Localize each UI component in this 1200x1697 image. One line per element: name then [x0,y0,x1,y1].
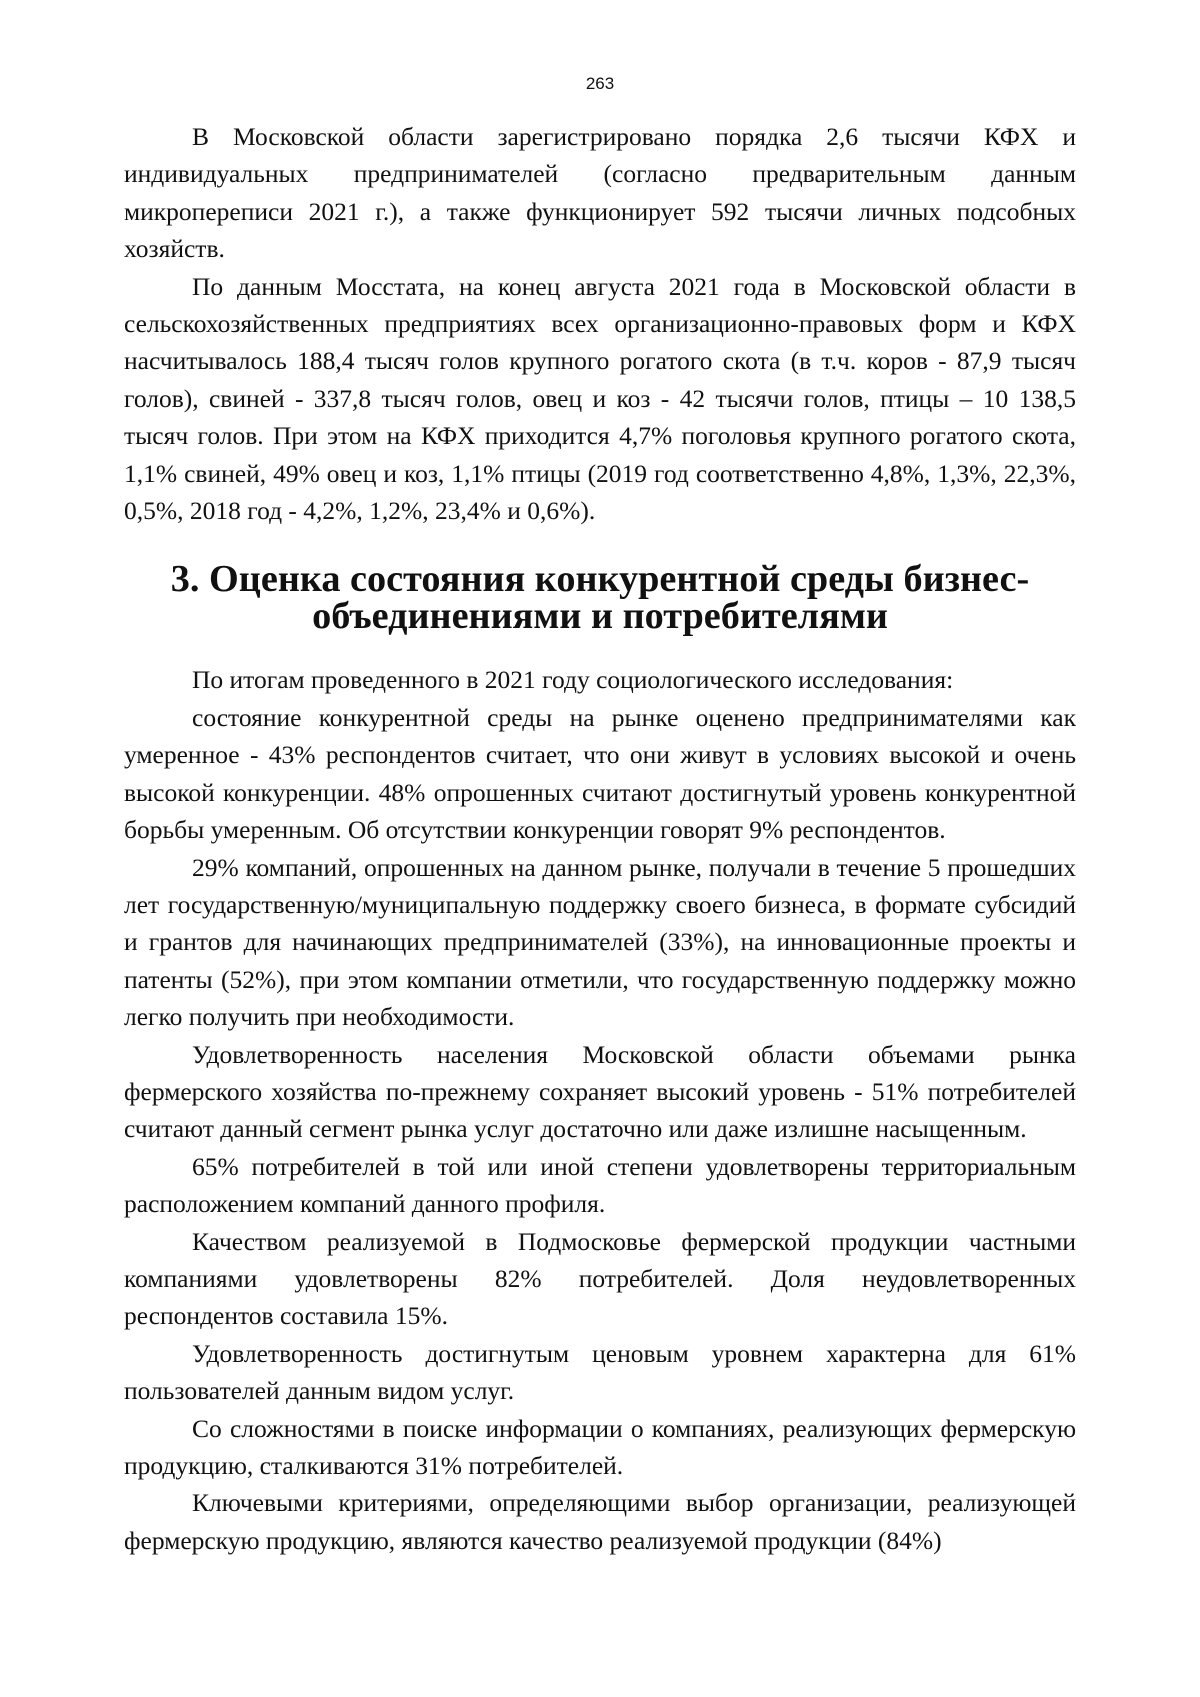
paragraph-state-support: 29% компаний, опрошенных на данном рынке, получали в течение 5 прошедших лет государственную/муниципальную поддержку своего бизнеса, в формате субсидий и грантов для начинающих предпринимателей (33%), на инновационные проекты и патенты (52%), при этом компании отметили, что государственную поддержку можно легко получить при необходимости. [124,852,1076,1032]
paragraph-competition-level: состояние конкурентной среды на рынке оценено предпринимателями как умеренное - 43% респондентов считает, что они живут в условиях высокой и очень высокой конкуренции. 48% опрошенных считают достигнутый уровень конкурентной борьбы умеренным. Об отсутствии конкуренции говорят 9% респондентов. [124,702,1076,845]
page-number: 263 [585,74,615,93]
paragraph-survey-intro: По итогам проведенного в 2021 году социологического исследования: [192,665,954,695]
section-heading: 3. Оценка состояния конкурентной среды бизнес-объединениями и потребителями [170,558,1030,638]
paragraph-information-search: Со сложностями в поиске информации о компаниях, реализующих фермерскую продукцию, сталкиваются 31% потребителей. [124,1413,1076,1480]
paragraph-registered-farms: В Московской области зарегистрировано порядка 2,6 тысячи КФХ и индивидуальных предпринимателей (согласно предварительным данным микропереписи 2021 г.), а также функционирует 592 тысячи личных подсобных хозяйств. [124,122,1076,264]
document-body [124,118,1076,1559]
paragraph-price-satisfaction: Удовлетворенность достигнутым ценовым уровнем характерна для 61% пользователей данным видом услуг. [124,1338,1076,1406]
paragraph-quality-satisfaction: Качеством реализуемой в Подмосковье фермерской продукции частными компаниями удовлетворены 82% потребителей. Доля неудовлетворенных респондентов составила 15%. [124,1226,1076,1331]
paragraph-selection-criteria: Ключевыми критериями, определяющими выбор организации, реализующей фермерскую продукцию, являются качество реализуемой продукции (84%) [124,1488,1076,1555]
paragraph-location-satisfaction: 65% потребителей в той или иной степени удовлетворены территориальным расположением компаний данного профиля. [124,1151,1076,1219]
paragraph-market-saturation: Удовлетворенность населения Московской области объемами рынка фермерского хозяйства по-прежнему сохраняет высокий уровень - 51% потребителей считают данный сегмент рынка услуг достаточно или даже излишне насыщенным. [124,1039,1076,1144]
paragraph-livestock-stats: По данным Мосстата, на конец августа 2021 года в Московской области в сельскохозяйственных предприятиях всех организационно-правовых форм и КФХ насчитывалось 188,4 тысяч голов крупного рогатого скота (в т.ч. коров - 87,9 тысяч голов), свиней - 337,8 тысяч голов, овец и коз - 42 тысячи голов, птицы – 10 138,5 тысяч голов. При этом на КФХ приходится 4,7% поголовья крупного рогатого скота, 1,1% свиней, 49% овец и коз, 1,1% птицы (2019 год соответственно 4,8%, 1,3%, 22,3%, 0,5%, 2018 год - 4,2%, 1,2%, 23,4% и 0,6%). [124,271,1076,526]
